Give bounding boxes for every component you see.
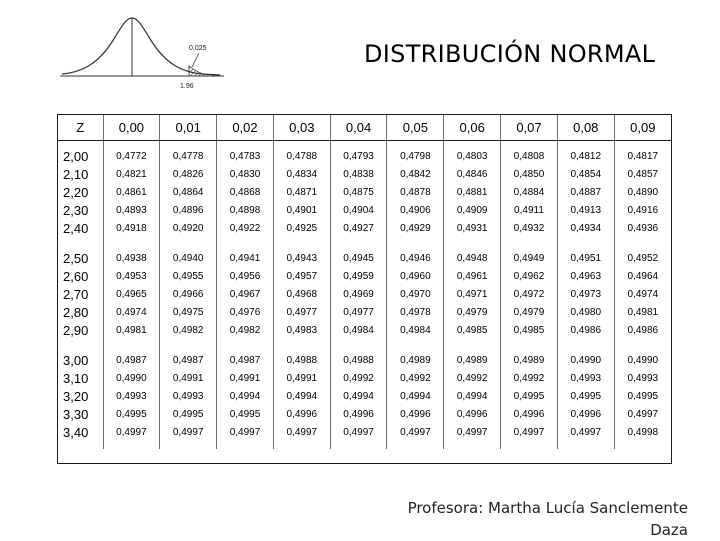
prob-cell: 0,4911 [501,201,558,219]
table-row [58,321,671,339]
prob-cell: 0,4990 [103,369,160,387]
prob-cell: 0,4842 [387,165,444,183]
prob-cell: 0,4788 [273,147,330,165]
prob-cell: 0,4871 [273,183,330,201]
z-value: 3,00 [63,352,89,368]
prob-cell: 0,4904 [330,201,387,219]
prob-cell: 0,4868 [217,183,274,201]
prob-cell: 0,4996 [501,405,558,423]
prob-cell: 0,4951 [557,249,614,267]
prob-cell: 0,4898 [217,201,274,219]
prob-cell: 0,4772 [103,147,160,165]
prob-cell: 0,4994 [217,387,274,405]
z-value: 3,30 [63,406,89,422]
prob-cell: 0,4834 [273,165,330,183]
prob-cell: 0,4967 [217,285,274,303]
header-row [58,115,671,141]
prob-cell: 0,4996 [444,405,501,423]
prob-cell: 0,4956 [217,267,274,285]
prob-cell: 0,4997 [444,423,501,441]
table-body [58,141,671,450]
prob-cell: 0,4995 [501,387,558,405]
prob-cell: 0,4993 [614,369,671,387]
prob-cell: 0,4995 [217,405,274,423]
prob-cell: 0,4881 [444,183,501,201]
z-value: 2,10 [63,166,89,182]
prob-cell: 0,4962 [501,267,558,285]
table-row [58,285,671,303]
prob-cell: 0,4857 [614,165,671,183]
prob-cell: 0,4973 [557,285,614,303]
prob-cell: 0,4929 [387,219,444,237]
prob-cell: 0,4996 [557,405,614,423]
prob-cell: 0,4945 [330,249,387,267]
prob-cell: 0,4964 [614,267,671,285]
prob-cell: 0,4991 [160,369,217,387]
prob-cell: 0,4993 [557,369,614,387]
spacer-row [58,441,671,449]
tail-area [189,66,214,76]
table-row [58,267,671,285]
prob-cell: 0,4922 [217,219,274,237]
prob-cell: 0,4966 [160,285,217,303]
prob-cell: 0,4979 [501,303,558,321]
prob-cell: 0,4783 [217,147,274,165]
prob-cell: 0,4916 [614,201,671,219]
table-row [58,147,671,165]
z-value: 2,30 [63,202,89,218]
header-z: Z [58,115,103,141]
z-value: 2,90 [63,322,89,338]
prob-cell: 0,4943 [273,249,330,267]
prob-cell: 0,4997 [103,423,160,441]
prob-cell: 0,4995 [160,405,217,423]
prob-cell: 0,4996 [330,405,387,423]
author-line-1: Profesora: Martha Lucía Sanclemente [407,499,688,517]
prob-cell: 0,4997 [160,423,217,441]
prob-cell: 0,4998 [614,423,671,441]
prob-cell: 0,4961 [444,267,501,285]
header-col: 0,02 [217,115,274,141]
prob-cell: 0,4901 [273,201,330,219]
prob-cell: 0,4989 [501,351,558,369]
bell-curve-svg [54,4,234,94]
prob-cell: 0,4861 [103,183,160,201]
table-row [58,351,671,369]
prob-cell: 0,4976 [217,303,274,321]
table-row [58,165,671,183]
prob-cell: 0,4959 [330,267,387,285]
header-col: 0,07 [501,115,558,141]
z-value: 2,70 [63,286,89,302]
prob-cell: 0,4896 [160,201,217,219]
prob-cell: 0,4986 [614,321,671,339]
spacer-row [58,339,671,351]
z-value: 2,60 [63,268,89,284]
prob-cell: 0,4830 [217,165,274,183]
prob-cell: 0,4968 [273,285,330,303]
prob-cell: 0,4975 [160,303,217,321]
prob-cell: 0,4960 [387,267,444,285]
prob-cell: 0,4948 [444,249,501,267]
header-col: 0,04 [330,115,387,141]
prob-cell: 0,4952 [614,249,671,267]
prob-cell: 0,4993 [103,387,160,405]
z-value: 2,20 [63,184,89,200]
prob-cell: 0,4997 [557,423,614,441]
z-value: 3,40 [63,424,89,440]
prob-cell: 0,4932 [501,219,558,237]
prob-cell: 0,4984 [330,321,387,339]
prob-cell: 0,4974 [103,303,160,321]
prob-cell: 0,4985 [501,321,558,339]
prob-cell: 0,4890 [614,183,671,201]
normal-curve-figure [54,4,234,94]
prob-cell: 0,4812 [557,147,614,165]
prob-cell: 0,4981 [614,303,671,321]
z-table [57,114,672,464]
page-title: DISTRIBUCIÓN NORMAL [364,40,656,68]
prob-cell: 0,4991 [273,369,330,387]
z-value: 2,80 [63,304,89,320]
normal-table [58,115,671,449]
prob-cell: 0,4913 [557,201,614,219]
prob-cell: 0,4995 [557,387,614,405]
prob-cell: 0,4988 [330,351,387,369]
header-col: 0,00 [103,115,160,141]
prob-cell: 0,4997 [330,423,387,441]
prob-cell: 0,4997 [501,423,558,441]
prob-cell: 0,4941 [217,249,274,267]
prob-cell: 0,4971 [444,285,501,303]
prob-cell: 0,4984 [387,321,444,339]
prob-cell: 0,4963 [557,267,614,285]
header-col: 0,01 [160,115,217,141]
prob-cell: 0,4887 [557,183,614,201]
z-value: 3,20 [63,388,89,404]
prob-cell: 0,4992 [501,369,558,387]
prob-cell: 0,4997 [273,423,330,441]
prob-cell: 0,4955 [160,267,217,285]
prob-cell: 0,4878 [387,183,444,201]
table-row [58,369,671,387]
prob-cell: 0,4997 [614,405,671,423]
table-row [58,219,671,237]
header-col: 0,05 [387,115,444,141]
prob-cell: 0,4970 [387,285,444,303]
prob-cell: 0,4931 [444,219,501,237]
prob-cell: 0,4957 [273,267,330,285]
table-row [58,201,671,219]
z-value: 3,10 [63,370,89,386]
z-value: 2,50 [63,250,89,266]
prob-cell: 0,4996 [387,405,444,423]
prob-cell: 0,4850 [501,165,558,183]
header-col: 0,09 [614,115,671,141]
header-col: 0,08 [557,115,614,141]
prob-cell: 0,4920 [160,219,217,237]
prob-cell: 0,4977 [273,303,330,321]
prob-cell: 0,4990 [557,351,614,369]
prob-cell: 0,4972 [501,285,558,303]
prob-cell: 0,4992 [387,369,444,387]
prob-cell: 0,4793 [330,147,387,165]
prob-cell: 0,4979 [444,303,501,321]
prob-cell: 0,4938 [103,249,160,267]
prob-cell: 0,4997 [387,423,444,441]
prob-cell: 0,4997 [217,423,274,441]
prob-cell: 0,4989 [387,351,444,369]
prob-cell: 0,4893 [103,201,160,219]
prob-cell: 0,4995 [103,405,160,423]
prob-cell: 0,4798 [387,147,444,165]
prob-cell: 0,4875 [330,183,387,201]
header-col: 0,06 [444,115,501,141]
prob-cell: 0,4906 [387,201,444,219]
table-row [58,387,671,405]
prob-cell: 0,4934 [557,219,614,237]
prob-cell: 0,4987 [160,351,217,369]
prob-cell: 0,4996 [273,405,330,423]
area-label: 0,025 [189,45,207,52]
prob-cell: 0,4985 [444,321,501,339]
prob-cell: 0,4981 [103,321,160,339]
prob-cell: 0,4936 [614,219,671,237]
prob-cell: 0,4927 [330,219,387,237]
prob-cell: 0,4988 [273,351,330,369]
prob-cell: 0,4982 [160,321,217,339]
prob-cell: 0,4994 [330,387,387,405]
pointer-arrow [192,53,199,67]
prob-cell: 0,4992 [330,369,387,387]
prob-cell: 0,4778 [160,147,217,165]
prob-cell: 0,4826 [160,165,217,183]
prob-cell: 0,4994 [387,387,444,405]
prob-cell: 0,4918 [103,219,160,237]
z-value: 2,00 [63,148,89,164]
prob-cell: 0,4946 [387,249,444,267]
prob-cell: 0,4978 [387,303,444,321]
prob-cell: 0,4989 [444,351,501,369]
prob-cell: 0,4940 [160,249,217,267]
prob-cell: 0,4965 [103,285,160,303]
prob-cell: 0,4983 [273,321,330,339]
prob-cell: 0,4994 [444,387,501,405]
prob-cell: 0,4977 [330,303,387,321]
prob-cell: 0,4803 [444,147,501,165]
prob-cell: 0,4986 [557,321,614,339]
table-row [58,303,671,321]
prob-cell: 0,4925 [273,219,330,237]
prob-cell: 0,4808 [501,147,558,165]
prob-cell: 0,4969 [330,285,387,303]
prob-cell: 0,4993 [160,387,217,405]
prob-cell: 0,4991 [217,369,274,387]
prob-cell: 0,4846 [444,165,501,183]
header-col: 0,03 [273,115,330,141]
prob-cell: 0,4821 [103,165,160,183]
prob-cell: 0,4987 [103,351,160,369]
author-line-2: Daza [650,521,688,539]
prob-cell: 0,4949 [501,249,558,267]
prob-cell: 0,4854 [557,165,614,183]
table-row [58,183,671,201]
prob-cell: 0,4995 [614,387,671,405]
table-row [58,423,671,441]
prob-cell: 0,4884 [501,183,558,201]
footer [408,497,688,541]
prob-cell: 0,4909 [444,201,501,219]
prob-cell: 0,4864 [160,183,217,201]
prob-cell: 0,4980 [557,303,614,321]
spacer-row [58,237,671,249]
prob-cell: 0,4817 [614,147,671,165]
prob-cell: 0,4953 [103,267,160,285]
prob-cell: 0,4974 [614,285,671,303]
prob-cell: 0,4994 [273,387,330,405]
prob-cell: 0,4982 [217,321,274,339]
table-row [58,405,671,423]
z-label: 1.96 [180,83,194,90]
prob-cell: 0,4838 [330,165,387,183]
prob-cell: 0,4987 [217,351,274,369]
table-row [58,249,671,267]
z-value: 2,40 [63,220,89,236]
prob-cell: 0,4990 [614,351,671,369]
prob-cell: 0,4992 [444,369,501,387]
